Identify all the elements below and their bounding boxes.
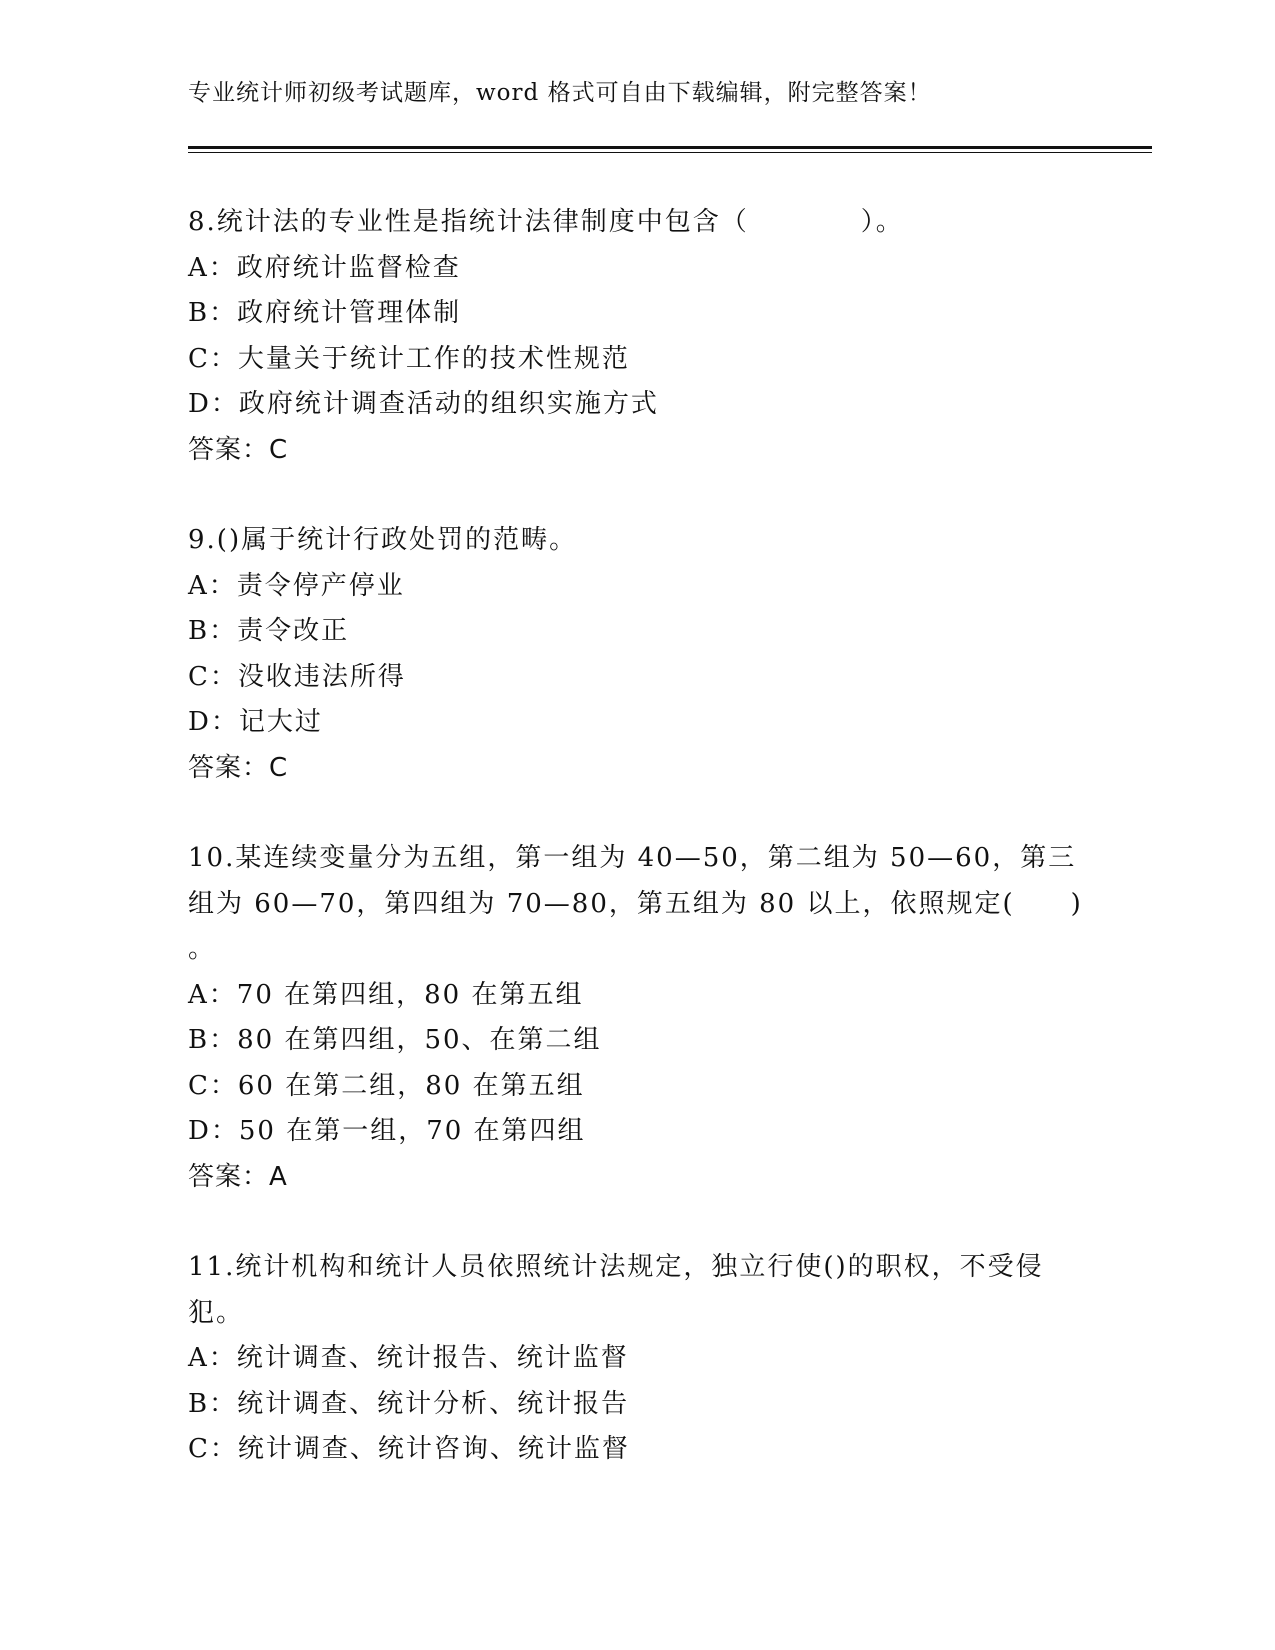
option-a: A：统计调查、统计报告、统计监督 [188, 1343, 629, 1373]
header-divider [188, 146, 1152, 149]
question-stem: 8.统计法的专业性是指统计法律制度中包含（ ）。 [188, 207, 904, 237]
option-c: C：统计调查、统计咨询、统计监督 [188, 1434, 630, 1464]
option-a: A：70 在第四组，80 在第五组 [188, 979, 584, 1010]
option-d: D：政府统计调查活动的组织实施方式 [188, 389, 659, 419]
option-c: C：没收违法所得 [188, 661, 406, 692]
option-c: C：60 在第二组，80 在第五组 [188, 1070, 585, 1101]
question-stem: 9.()属于统计行政处罚的范畴。 [188, 525, 578, 555]
option-c: C：大量关于统计工作的技术性规范 [188, 343, 630, 374]
answer: 答案：C [188, 434, 289, 465]
header-divider-thin [188, 152, 1152, 153]
question-10 [188, 836, 1088, 1200]
answer: 答案：A [188, 1161, 288, 1192]
question-stem-line-3: 。 [188, 934, 217, 964]
option-b: B：责令改正 [188, 616, 350, 646]
question-8 [188, 200, 1088, 473]
option-b: B：统计调查、统计分析、统计报告 [188, 1388, 630, 1419]
option-d: D：50 在第一组，70 在第四组 [188, 1116, 586, 1146]
option-b: B：政府统计管理体制 [188, 298, 462, 328]
option-b: B：80 在第四组，50、在第二组 [188, 1025, 602, 1055]
question-11 [188, 1245, 1088, 1473]
option-d: D：记大过 [188, 707, 323, 737]
question-stem-line-1: 11.统计机构和统计人员依照统计法规定，独立行使()的职权，不受侵 [188, 1252, 1044, 1282]
answer: 答案：C [188, 752, 289, 783]
question-list [188, 200, 1088, 1518]
question-stem-line-1: 10.某连续变量分为五组，第一组为 40—50，第二组为 50—60，第三 [188, 843, 1077, 873]
option-a: A：责令停产停业 [188, 570, 405, 601]
question-stem-line-2: 组为 60—70，第四组为 70—80，第五组为 80 以上，依照规定( ) [188, 888, 1083, 919]
question-9 [188, 518, 1088, 791]
question-stem-line-2: 犯。 [188, 1297, 245, 1328]
option-a: A：政府统计监督检查 [188, 252, 461, 283]
page-header-title: 专业统计师初级考试题库，word 格式可自由下载编辑，附完整答案！ [188, 80, 932, 106]
